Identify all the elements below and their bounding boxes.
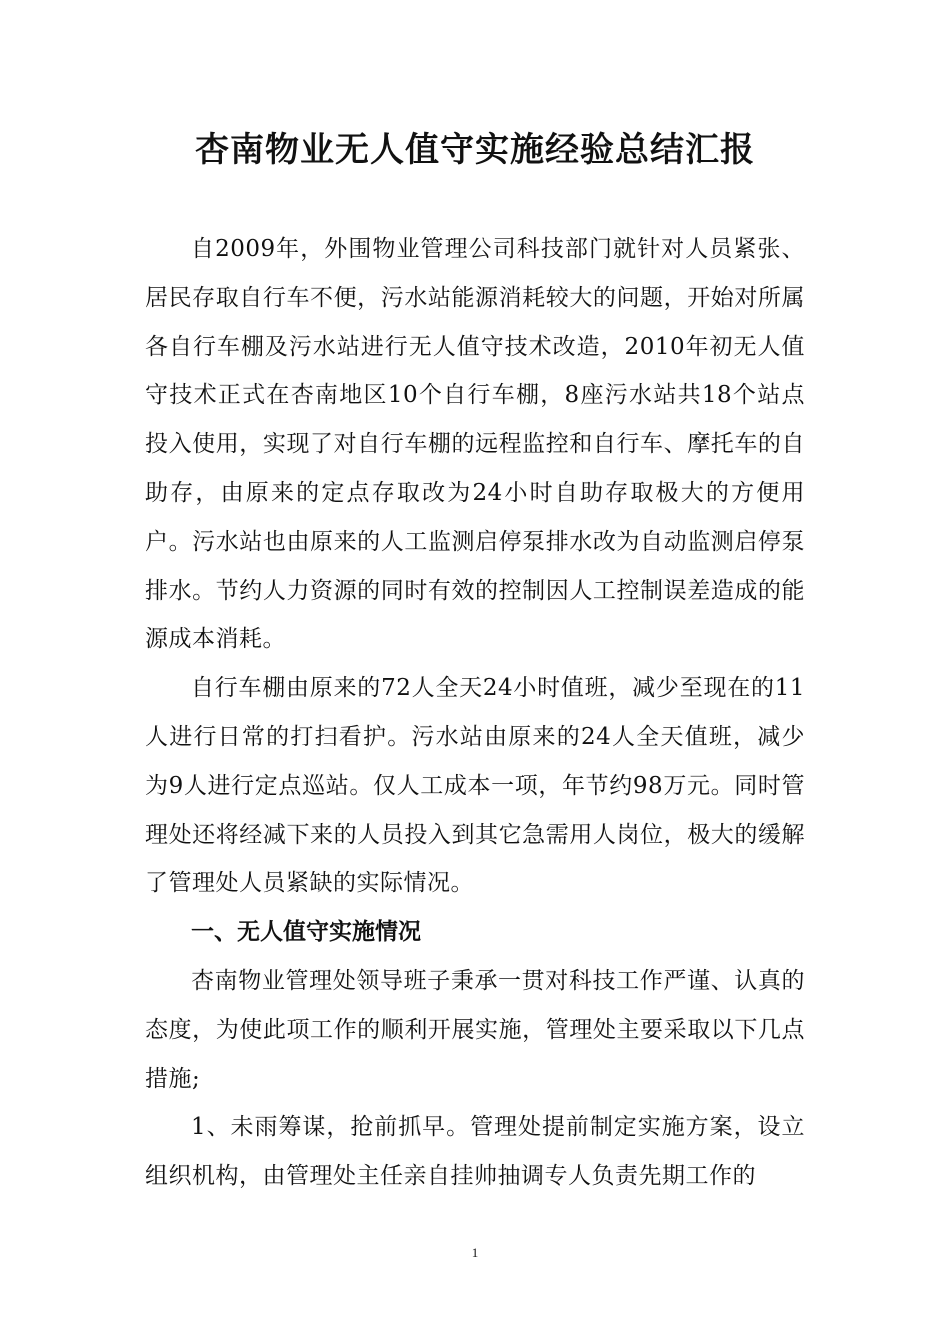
paragraph-intro: 自2009年，外围物业管理公司科技部门就针对人员紧张、居民存取自行车不便，污水站能源消耗较大的问题，开始对所属各自行车棚及污水站进行无人值守技术改造，2010年初无人值守技术正式在杏南地区10个自行车棚，8座污水站共18个站点投入使用，实现了对自行车棚的远程监控和自行车、摩托车的自助存，由原来的定点存取改为24小时自助存取极大的方便用户。污水站也由原来的人工监测启停泵排水改为自动监测启停泵排水。节约人力资源的同时有效的控制因人工控制误差造成的能源成本消耗。 — [145, 236, 805, 653]
paragraph-measure-1: 1、未雨筹谋，抢前抓早。管理处提前制定实施方案，设立组织机构，由管理处主任亲自挂帅抽调专人负责先期工作的 — [145, 1114, 805, 1190]
page-number: 1 — [471, 1245, 479, 1260]
section-heading: 一、无人值守实施情况 — [191, 919, 421, 946]
document-body — [145, 225, 805, 1201]
paragraph-staffing: 自行车棚由原来的72人全天24小时值班，减少至现在的11人进行日常的打扫看护。污水站由原来的24人全天值班，减少为9人进行定点巡站。仅人工成本一项，年节约98万元。同时管理处还将经减下来的人员投入到其它急需用人岗位，极大的缓解了管理处人员紧缺的实际情况。 — [145, 675, 805, 897]
paragraph-measures: 杏南物业管理处领导班子秉承一贯对科技工作严谨、认真的态度，为使此项工作的顺利开展实施，管理处主要采取以下几点措施; — [145, 967, 805, 1092]
document-title: 杏南物业无人值守实施经验总结汇报 — [195, 130, 755, 170]
